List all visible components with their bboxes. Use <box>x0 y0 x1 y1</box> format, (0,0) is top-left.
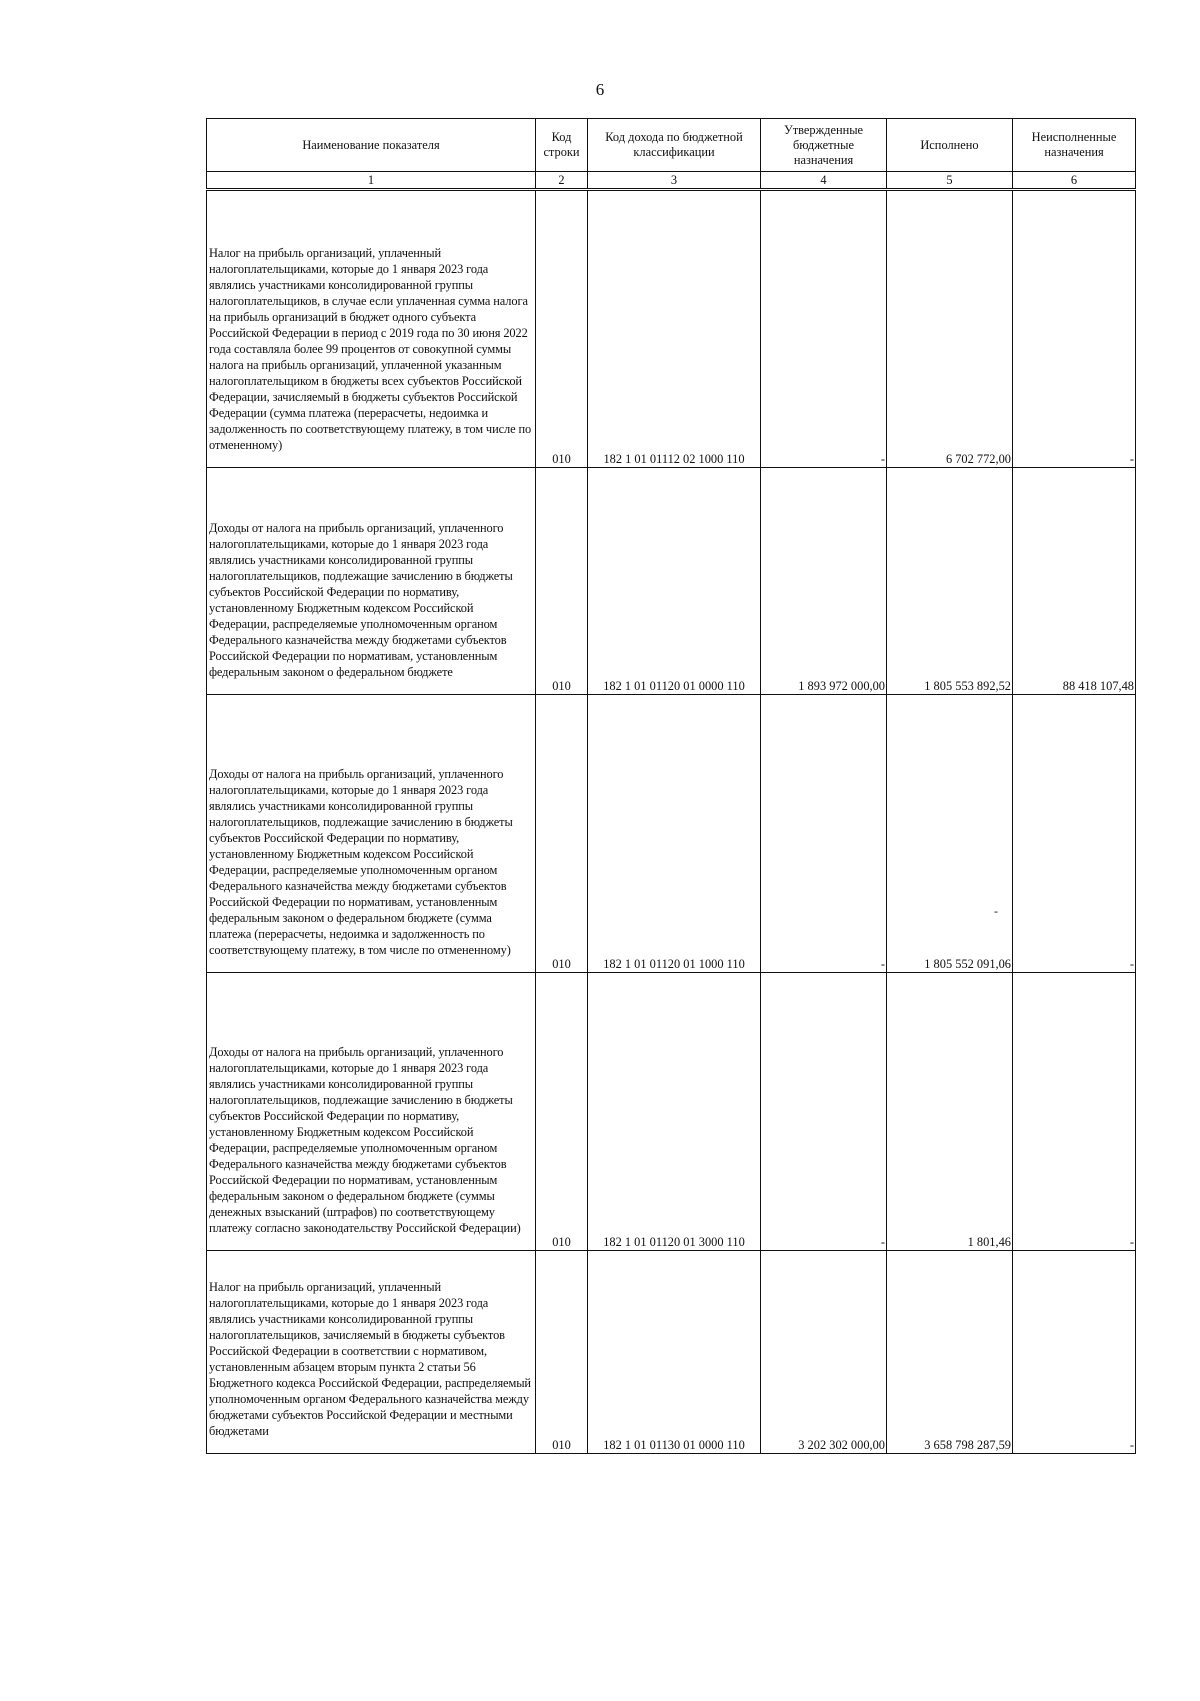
column-numbering-row <box>207 172 1136 190</box>
column-number: 4 <box>761 172 887 190</box>
approved-amount: 3 202 302 000,00 <box>761 1251 887 1454</box>
approved-amount: - <box>761 190 887 468</box>
approved-amount: 1 893 972 000,00 <box>761 468 887 695</box>
unexecuted-amount: - <box>1013 190 1136 468</box>
line-code: 010 <box>536 468 588 695</box>
executed-amount: 1 805 553 892,52 <box>887 468 1013 695</box>
unexecuted-amount: - <box>1013 695 1136 973</box>
table-row <box>207 1251 1136 1454</box>
header-unexecuted: Неисполненные назначения <box>1013 119 1136 172</box>
executed-amount: 1 805 552 091,06 <box>887 695 1013 973</box>
table-row <box>207 695 1136 973</box>
executed-amount: 6 702 772,00 <box>887 190 1013 468</box>
column-number: 2 <box>536 172 588 190</box>
approved-amount: - <box>761 973 887 1251</box>
header-approved: Утвержденные бюджетные назначения <box>761 119 887 172</box>
table-row <box>207 973 1136 1251</box>
table-row <box>207 190 1136 468</box>
header-row <box>207 119 1136 172</box>
column-number: 1 <box>207 172 536 190</box>
executed-amount: 1 801,46 <box>887 973 1013 1251</box>
stray-mark: - <box>994 904 998 918</box>
income-code: 182 1 01 01120 01 0000 110 <box>588 468 761 695</box>
indicator-name: Доходы от налога на прибыль организаций, уплаченного налогоплательщиками, которые до 1 января 2023 года являлись участниками консолидированной группы налогоплательщиков, подлежащие зачислению в бюджеты субъектов Российской Федерации по нормативу, установленному Бюджетным кодексом Российской Федерации, распределяемые уполномоченным органом Федерального казначейства между бюджетами субъектов Российской Федерации по нормативам, установленным федеральным законом о федеральном бюджете <box>209 521 513 679</box>
header-income-code: Код дохода по бюджетной классификации <box>588 119 761 172</box>
income-code: 182 1 01 01130 01 0000 110 <box>588 1251 761 1454</box>
table-row <box>207 468 1136 695</box>
approved-amount: - <box>761 695 887 973</box>
indicator-name: Доходы от налога на прибыль организаций, уплаченного налогоплательщиками, которые до 1 января 2023 года являлись участниками консолидированной группы налогоплательщиков, подлежащие зачислению в бюджеты субъектов Российской Федерации по нормативу, установленному Бюджетным кодексом Российской Федерации, распределяемые уполномоченным органом Федерального казначейства между бюджетами субъектов Российской Федерации по нормативам, установленным федеральным законом о федеральном бюджете (сумма платежа (перерасчеты, недоимка и задолженность по соответствующему платежу, в том числе по отмененному) <box>209 767 513 957</box>
unexecuted-amount: - <box>1013 1251 1136 1454</box>
header-executed: Исполнено <box>887 119 1013 172</box>
header-line-code: Код строки <box>536 119 588 172</box>
unexecuted-amount: - <box>1013 973 1136 1251</box>
executed-amount: 3 658 798 287,59 <box>887 1251 1013 1454</box>
line-code: 010 <box>536 695 588 973</box>
unexecuted-amount: 88 418 107,48 <box>1013 468 1136 695</box>
column-number: 5 <box>887 172 1013 190</box>
indicator-name: Налог на прибыль организаций, уплаченный налогоплательщиками, которые до 1 января 2023 года являлись участниками консолидированной группы налогоплательщиков, зачисляемый в бюджеты субъектов Российской Федерации в соответствии с нормативом, установленным абзацем вторым пункта 2 статьи 56 Бюджетного кодекса Российской Федерации, распределяемый уполномоченным органом Федерального казначейства между бюджетами субъектов Российской Федерации и местными бюджетами <box>209 1280 531 1438</box>
column-number: 6 <box>1013 172 1136 190</box>
income-code: 182 1 01 01120 01 3000 110 <box>588 973 761 1251</box>
income-code: 182 1 01 01120 01 1000 110 <box>588 695 761 973</box>
column-number: 3 <box>588 172 761 190</box>
income-code: 182 1 01 01112 02 1000 110 <box>588 190 761 468</box>
line-code: 010 <box>536 1251 588 1454</box>
indicator-name: Налог на прибыль организаций, уплаченный налогоплательщиками, которые до 1 января 2023 года являлись участниками консолидированной группы налогоплательщиков, в случае если уплаченная сумма налога на прибыль организаций в бюджет одного субъекта Российской Федерации в период с 2019 года по 30 июня 2022 года составляла более 99 процентов от совокупной суммы налога на прибыль организаций, уплаченной указанным налогоплательщиком в бюджеты всех субъектов Российской Федерации, зачисляемый в бюджеты субъектов Российской Федерации (сумма платежа (перерасчеты, недоимка и задолженность по соответствующему платежу, в том числе по отмененному) <box>209 246 532 452</box>
line-code: 010 <box>536 190 588 468</box>
indicator-name: Доходы от налога на прибыль организаций, уплаченного налогоплательщиками, которые до 1 января 2023 года являлись участниками консолидированной группы налогоплательщиков, подлежащие зачислению в бюджеты субъектов Российской Федерации по нормативу, установленному Бюджетным кодексом Российской Федерации, распределяемые уполномоченным органом Федерального казначейства между бюджетами субъектов Российской Федерации по нормативам, установленным федеральным законом о федеральном бюджете (суммы денежных взысканий (штрафов) по соответствующему платежу согласно законодательству Российской Федерации) <box>209 1045 521 1235</box>
header-indicator-name: Наименование показателя <box>207 119 536 172</box>
page-number: 6 <box>595 80 605 99</box>
budget-execution-table <box>206 118 1136 1454</box>
line-code: 010 <box>536 973 588 1251</box>
